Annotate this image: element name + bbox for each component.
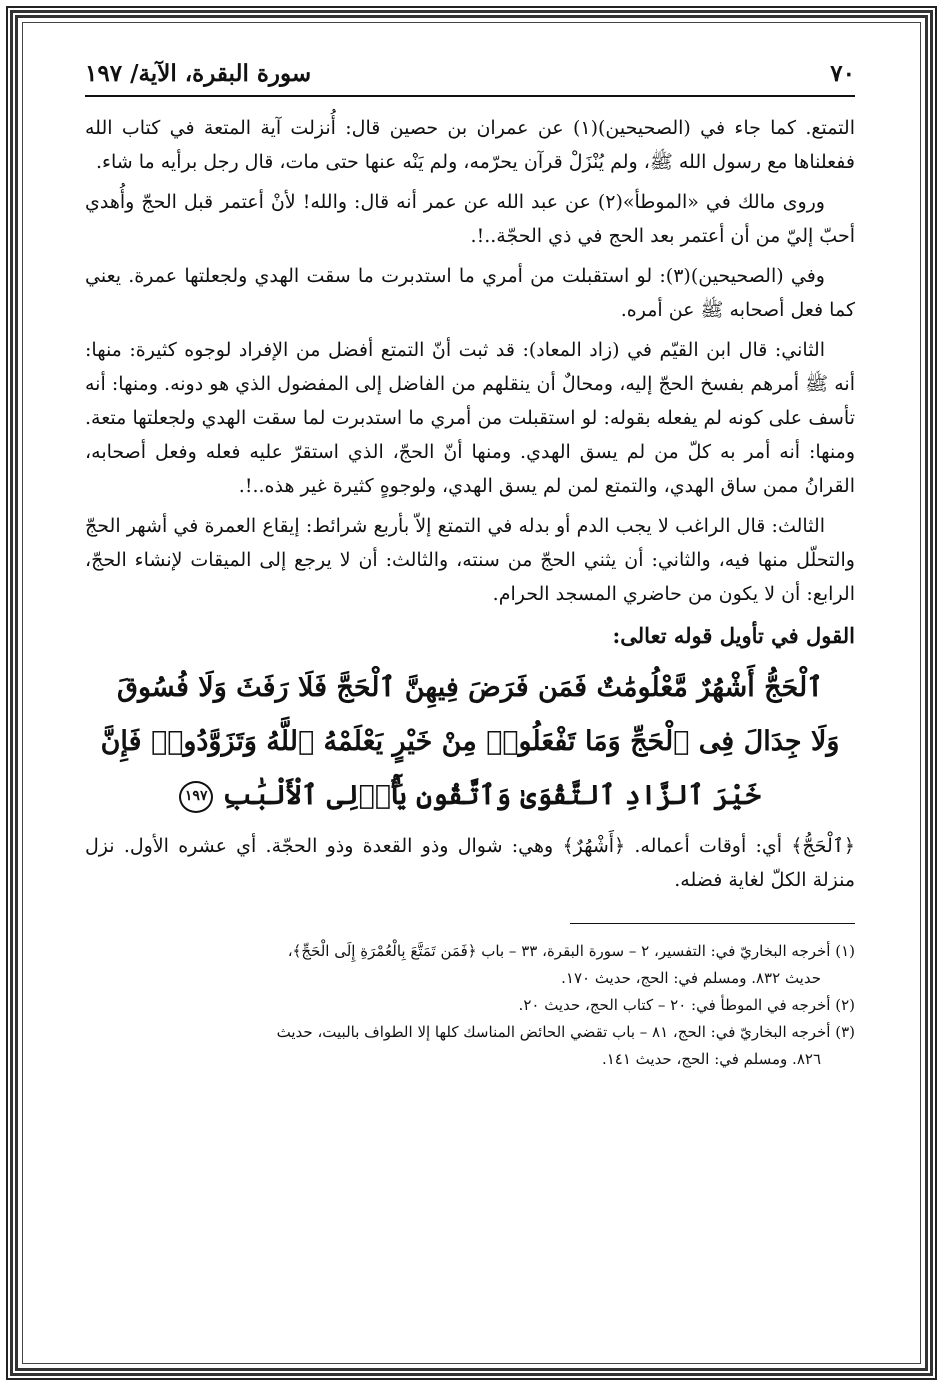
footnote-text: أخرجه البخاريّ في: الحج، ٨١ – باب تقضي الحائض المناسك كلها إلا الطواف بالبيت، حديث — [276, 1023, 831, 1041]
footnote-separator — [570, 923, 855, 924]
footnote-text: أخرجه في الموطأ في: ٢٠ – كتاب الحج، حديث ٢٠. — [518, 996, 831, 1014]
quran-verse — [85, 661, 855, 823]
footnote-marker: (٢) — [835, 996, 855, 1014]
section-title: القول في تأويل قوله تعالى: — [612, 623, 855, 648]
footnote-1 — [85, 938, 855, 965]
commentary-paragraph: ﴿ٱلْحَجُّ﴾ أي: أوقات أعماله. ﴿أَشْهُرٌ﴾ وهي: شوال وذو القعدة وذو الحجّة. أي عشره الأول. نزل منزلة الكلّ لغاية فضله. — [85, 835, 855, 891]
paragraph-3: وفي (الصحيحين)(٣): لو استقبلت من أمري ما استدبرت ما سقت الهدي ولجعلتها عمرة. يعني كما فعل أصحابه ﷺ عن أمره. — [85, 265, 855, 321]
footnotes — [85, 938, 855, 1073]
paragraph-2: وروى مالك في «الموطأ»(٢) عن عبد الله عن عمر أنه قال: والله! لأنْ أعتمر قبل الحجّ وأُهدي أحبّ إليّ من أن أعتمر بعد الحج في ذي الحجّة..!. — [85, 191, 855, 247]
footnote-marker: (٣) — [835, 1023, 855, 1041]
footnote-text: أخرجه البخاريّ في: التفسير، ٢ – سورة البقرة، ٣٣ – باب ﴿فَمَن تَمَتَّعَ بِالْعُمْرَةِ إِلَى الْحَجِّ﴾، — [287, 942, 831, 960]
verse-line-1: ٱلْحَجُّ أَشْهُرٌ مَّعْلُومَٰتٌ فَمَن فَرَضَ فِيهِنَّ ٱلْحَجَّ فَلَا رَفَثَ وَلَا فُسُوقَ — [117, 672, 823, 703]
footnote-2 — [85, 992, 855, 1019]
running-title: سورة البقرة، الآية/ ١٩٧ — [85, 60, 312, 87]
verse-line-3: خَيْرَ ٱلزَّادِ ٱلتَّقْوَىٰ وَٱتَّقُونِ يَٰٓأُو۟لِى ٱلْأَلْبَٰبِ — [222, 780, 761, 811]
footnote-3-continuation: ٨٢٦. ومسلم في: الحج، حديث ١٤١. — [601, 1050, 821, 1068]
running-header — [85, 60, 855, 97]
footnote-1-continuation: حديث ٨٣٢. ومسلم في: الحج، حديث ١٧٠. — [561, 969, 821, 987]
page-number: ٧٠ — [830, 60, 855, 87]
page-content — [85, 60, 855, 1073]
paragraph-5: الثالث: قال الراغب لا يجب الدم أو بدله في التمتع إلاّ بأربع شرائط: إيقاع العمرة في أشهر الحجّ والتحلّل منها فيه، والثاني: أن يثني الحجّ من سنته، والثالث: أن لا يرجع إلى الميقات لإنشاء الحجّ، الرابع: أن لا يكون من حاضري المسجد الحرام. — [85, 515, 855, 605]
footnote-3 — [85, 1019, 855, 1046]
verse-number-ornament: ١٩٧ — [179, 781, 213, 813]
paragraph-1: التمتع. كما جاء في (الصحيحين)(١) عن عمران بن حصين قال: أُنزلت آية المتعة في كتاب الله ففعلناها مع رسول الله ﷺ، ولم يُنْزَلْ قرآن يحرّمه، ولم يَنْه عنها حتى مات، قال رجل برأيه ما شاء. — [85, 117, 855, 173]
verse-line-2: وَلَا جِدَالَ فِى ٱلْحَجِّ وَمَا تَفْعَلُوا۟ مِنْ خَيْرٍ يَعْلَمْهُ ٱللَّهُ وَتَزَوَّدُوا۟ فَإِنَّ — [100, 726, 840, 757]
paragraph-4: الثاني: قال ابن القيّم في (زاد المعاد): قد ثبت أنّ التمتع أفضل من الإفراد لوجوه كثيرة: منها: أنه ﷺ أمرهم بفسخ الحجّ إليه، ومحالٌ أن ينقلهم من الفاضل إلى المفضول الذي هو دونه. ومنها: أنه تأسف على كونه لم يفعله بقوله: لو استقبلت من أمري ما استدبرت لما سقت الهدي ولجعلتها متعة. ومنها: أنه أمر به كلّ من لم يسق الهدي. ومنها أنّ الحجّ، الذي استقرّ عليه فعله وفعل أصحابه، القرانُ ممن ساق الهدي، والتمتع لمن لم يسق الهدي، ولوجوهٍ كثيرة غير هذه..!. — [85, 339, 855, 497]
footnote-marker: (١) — [835, 942, 855, 960]
